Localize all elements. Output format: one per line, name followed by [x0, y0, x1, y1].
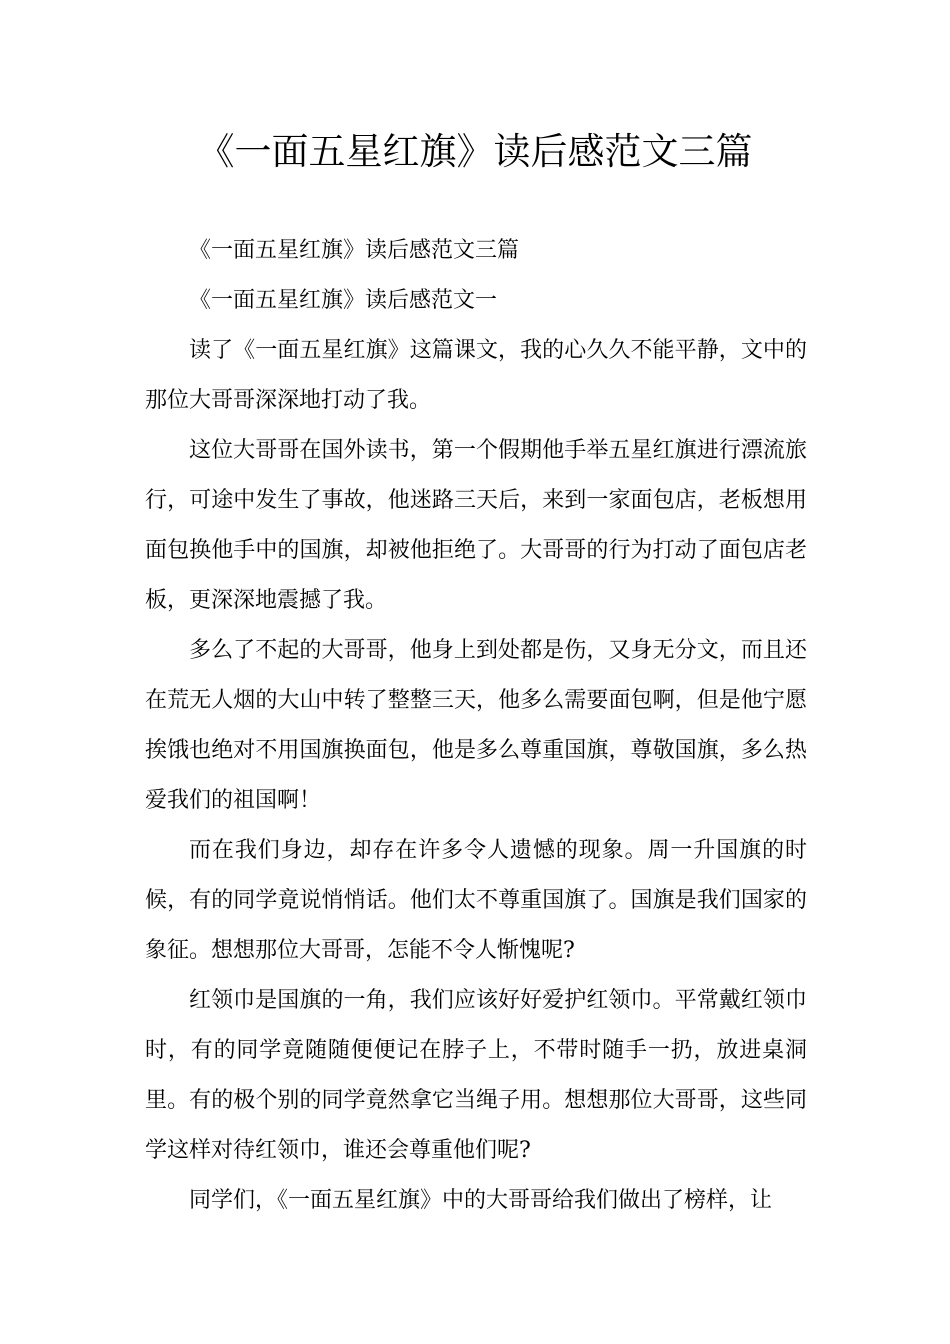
document-title: 《一面五星红旗》读后感范文三篇 [197, 130, 753, 173]
paragraph: 同学们，《一面五星红旗》中的大哥哥给我们做出了榜样，让 [189, 1188, 773, 1213]
document-body [145, 226, 807, 1226]
paragraph-heading-essay-one: 《一面五星红旗》读后感范文一 [189, 288, 498, 313]
paragraph: 这位大哥哥在国外读书，第一个假期他手举五星红旗进行漂流旅行，可途中发生了事故，他迷路三天后，来到一家面包店，老板想用面包换他手中的国旗，却被他拒绝了。大哥哥的行为打动了面包店老板，更深深地震撼了我。 [145, 438, 807, 613]
paragraph: 红领巾是国旗的一角，我们应该好好爱护红领巾。平常戴红领巾时，有的同学竟随随便便记在脖子上，不带时随手一扔，放进桌洞里。有的极个别的同学竟然拿它当绳子用。想想那位大哥哥，这些同学这样对待红领巾，谁还会尊重他们呢? [145, 988, 807, 1163]
paragraph: 而在我们身边，却存在许多令人遗憾的现象。周一升国旗的时候，有的同学竟说悄悄话。他们太不尊重国旗了。国旗是我们国家的象征。想想那位大哥哥，怎能不令人惭愧呢? [145, 838, 807, 963]
paragraph: 多么了不起的大哥哥，他身上到处都是伤，又身无分文，而且还在荒无人烟的大山中转了整整三天，他多么需要面包啊，但是他宁愿挨饿也绝对不用国旗换面包，他是多么尊重国旗，尊敬国旗，多么热爱我们的祖国啊！ [145, 638, 807, 813]
paragraph-heading-main: 《一面五星红旗》读后感范文三篇 [189, 238, 520, 263]
paragraph: 读了《一面五星红旗》这篇课文，我的心久久不能平静，文中的那位大哥哥深深地打动了我。 [145, 338, 807, 413]
